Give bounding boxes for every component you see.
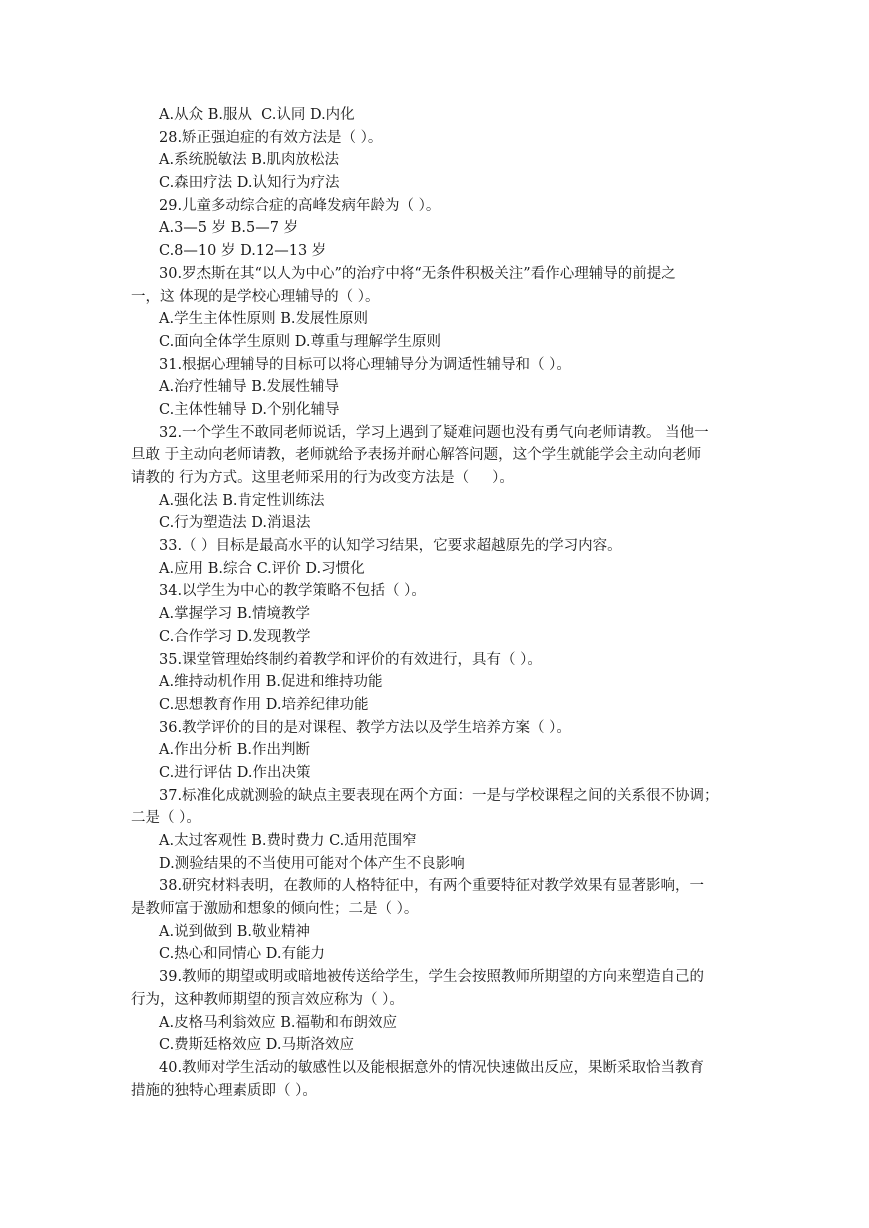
text-line: C.合作学习 D.发现教学	[159, 628, 311, 645]
document-body	[131, 104, 741, 1102]
text-line: C.主体性辅导 D.个别化辅导	[159, 401, 340, 418]
text-line: 是教师富于激励和想象的倾向性；二是（ ）。	[131, 901, 419, 918]
text-line: C.8—10 岁 D.12—13 岁	[159, 243, 327, 260]
text-line: C.面向全体学生原则 D.尊重与理解学生原则	[159, 333, 442, 350]
text-line: 一，这 体现的是学校心理辅导的（ ）。	[131, 288, 380, 305]
text-line: 32.一个学生不敢同老师说话，学习上遇到了疑难问题也没有勇气向老师请教。 当他一	[159, 424, 709, 441]
text-line: 29.儿童多动综合症的高峰发病年龄为（ ）。	[159, 197, 441, 214]
text-line: 二是（ ）。	[131, 810, 201, 827]
text-line: 请教的 行为方式。这里老师采用的行为改变方法是（ ）。	[131, 470, 514, 486]
text-line: C.森田疗法 D.认知行为疗法	[159, 175, 340, 192]
text-line: 28.矫正强迫症的有效方法是（ ）。	[159, 129, 383, 146]
text-line: C.费斯廷格效应 D.马斯洛效应	[159, 1037, 355, 1054]
text-line: A.3—5 岁 B.5—7 岁	[159, 220, 299, 237]
text-line: A.学生主体性原则 B.发展性原则	[159, 311, 368, 328]
text-line: 37.标准化成就测验的缺点主要表现在两个方面：一是与学校课程之间的关系很不协调；	[159, 787, 719, 804]
text-line: 36.教学评价的目的是对课程、教学方法以及学生培养方案（ ）。	[159, 719, 571, 736]
text-line: A.说到做到 B.敬业精神	[159, 923, 310, 940]
text-line: D.测验结果的不当使用可能对个体产生不良影响	[159, 855, 465, 872]
text-line: A.系统脱敏法 B.肌肉放松法	[159, 152, 339, 169]
text-line: A.掌握学习 B.情境教学	[159, 606, 310, 623]
text-line: 行为，这种教师期望的预言效应称为（ ）。	[131, 991, 404, 1008]
text-line: A.治疗性辅导 B.发展性辅导	[159, 379, 339, 396]
text-line: A.作出分析 B.作出判断	[159, 742, 310, 759]
text-line: A.强化法 B.肯定性训练法	[159, 492, 325, 509]
text-line: 38.研究材料表明，在教师的人格特征中，有两个重要特征对教学效果有显著影响，一	[159, 878, 705, 895]
text-line: A.应用 B.综合 C.评价 D.习惯化	[159, 560, 365, 577]
text-line: C.行为塑造法 D.消退法	[159, 515, 311, 532]
text-line: 30.罗杰斯在其“以人为中心”的治疗中将“无条件积极关注”看作心理辅导的前提之	[159, 265, 676, 282]
text-line: 33.（ ）目标是最高水平的认知学习结果，它要求超越原先的学习内容。	[159, 538, 622, 555]
text-line: 31.根据心理辅导的目标可以将心理辅导分为调适性辅导和（ ）。	[159, 356, 571, 373]
text-line: A.从众 B.服从 C.认同 D.内化	[159, 107, 355, 123]
text-line: C.热心和同情心 D.有能力	[159, 946, 326, 963]
text-line: A.皮格马利翁效应 B.福勒和布朗效应	[159, 1014, 397, 1031]
text-line: C.思想教育作用 D.培养纪律功能	[159, 696, 369, 713]
text-line: 40.教师对学生活动的敏感性以及能根据意外的情况快速做出反应，果断采取恰当教育	[159, 1059, 705, 1076]
text-line: C.进行评估 D.作出决策	[159, 764, 311, 781]
text-line: A.太过客观性 B.费时费力 C.适用范围窄	[159, 833, 417, 849]
text-line: 35.课堂管理始终制约着教学和评价的有效进行，具有（ ）。	[159, 651, 542, 668]
text-line: 39.教师的期望或明或暗地被传送给学生，学生会按照教师所期望的方向来塑造自己的	[159, 969, 705, 986]
text-line: 旦敢 于主动向老师请教，老师就给予表扬并耐心解答问题，这个学生就能学会主动向老师	[131, 447, 702, 464]
text-line: 措施的独特心理素质即（ ）。	[131, 1082, 317, 1099]
text-line: A.维持动机作用 B.促进和维持功能	[159, 674, 383, 691]
text-line: 34.以学生为中心的教学策略不包括（ ）。	[159, 583, 426, 600]
